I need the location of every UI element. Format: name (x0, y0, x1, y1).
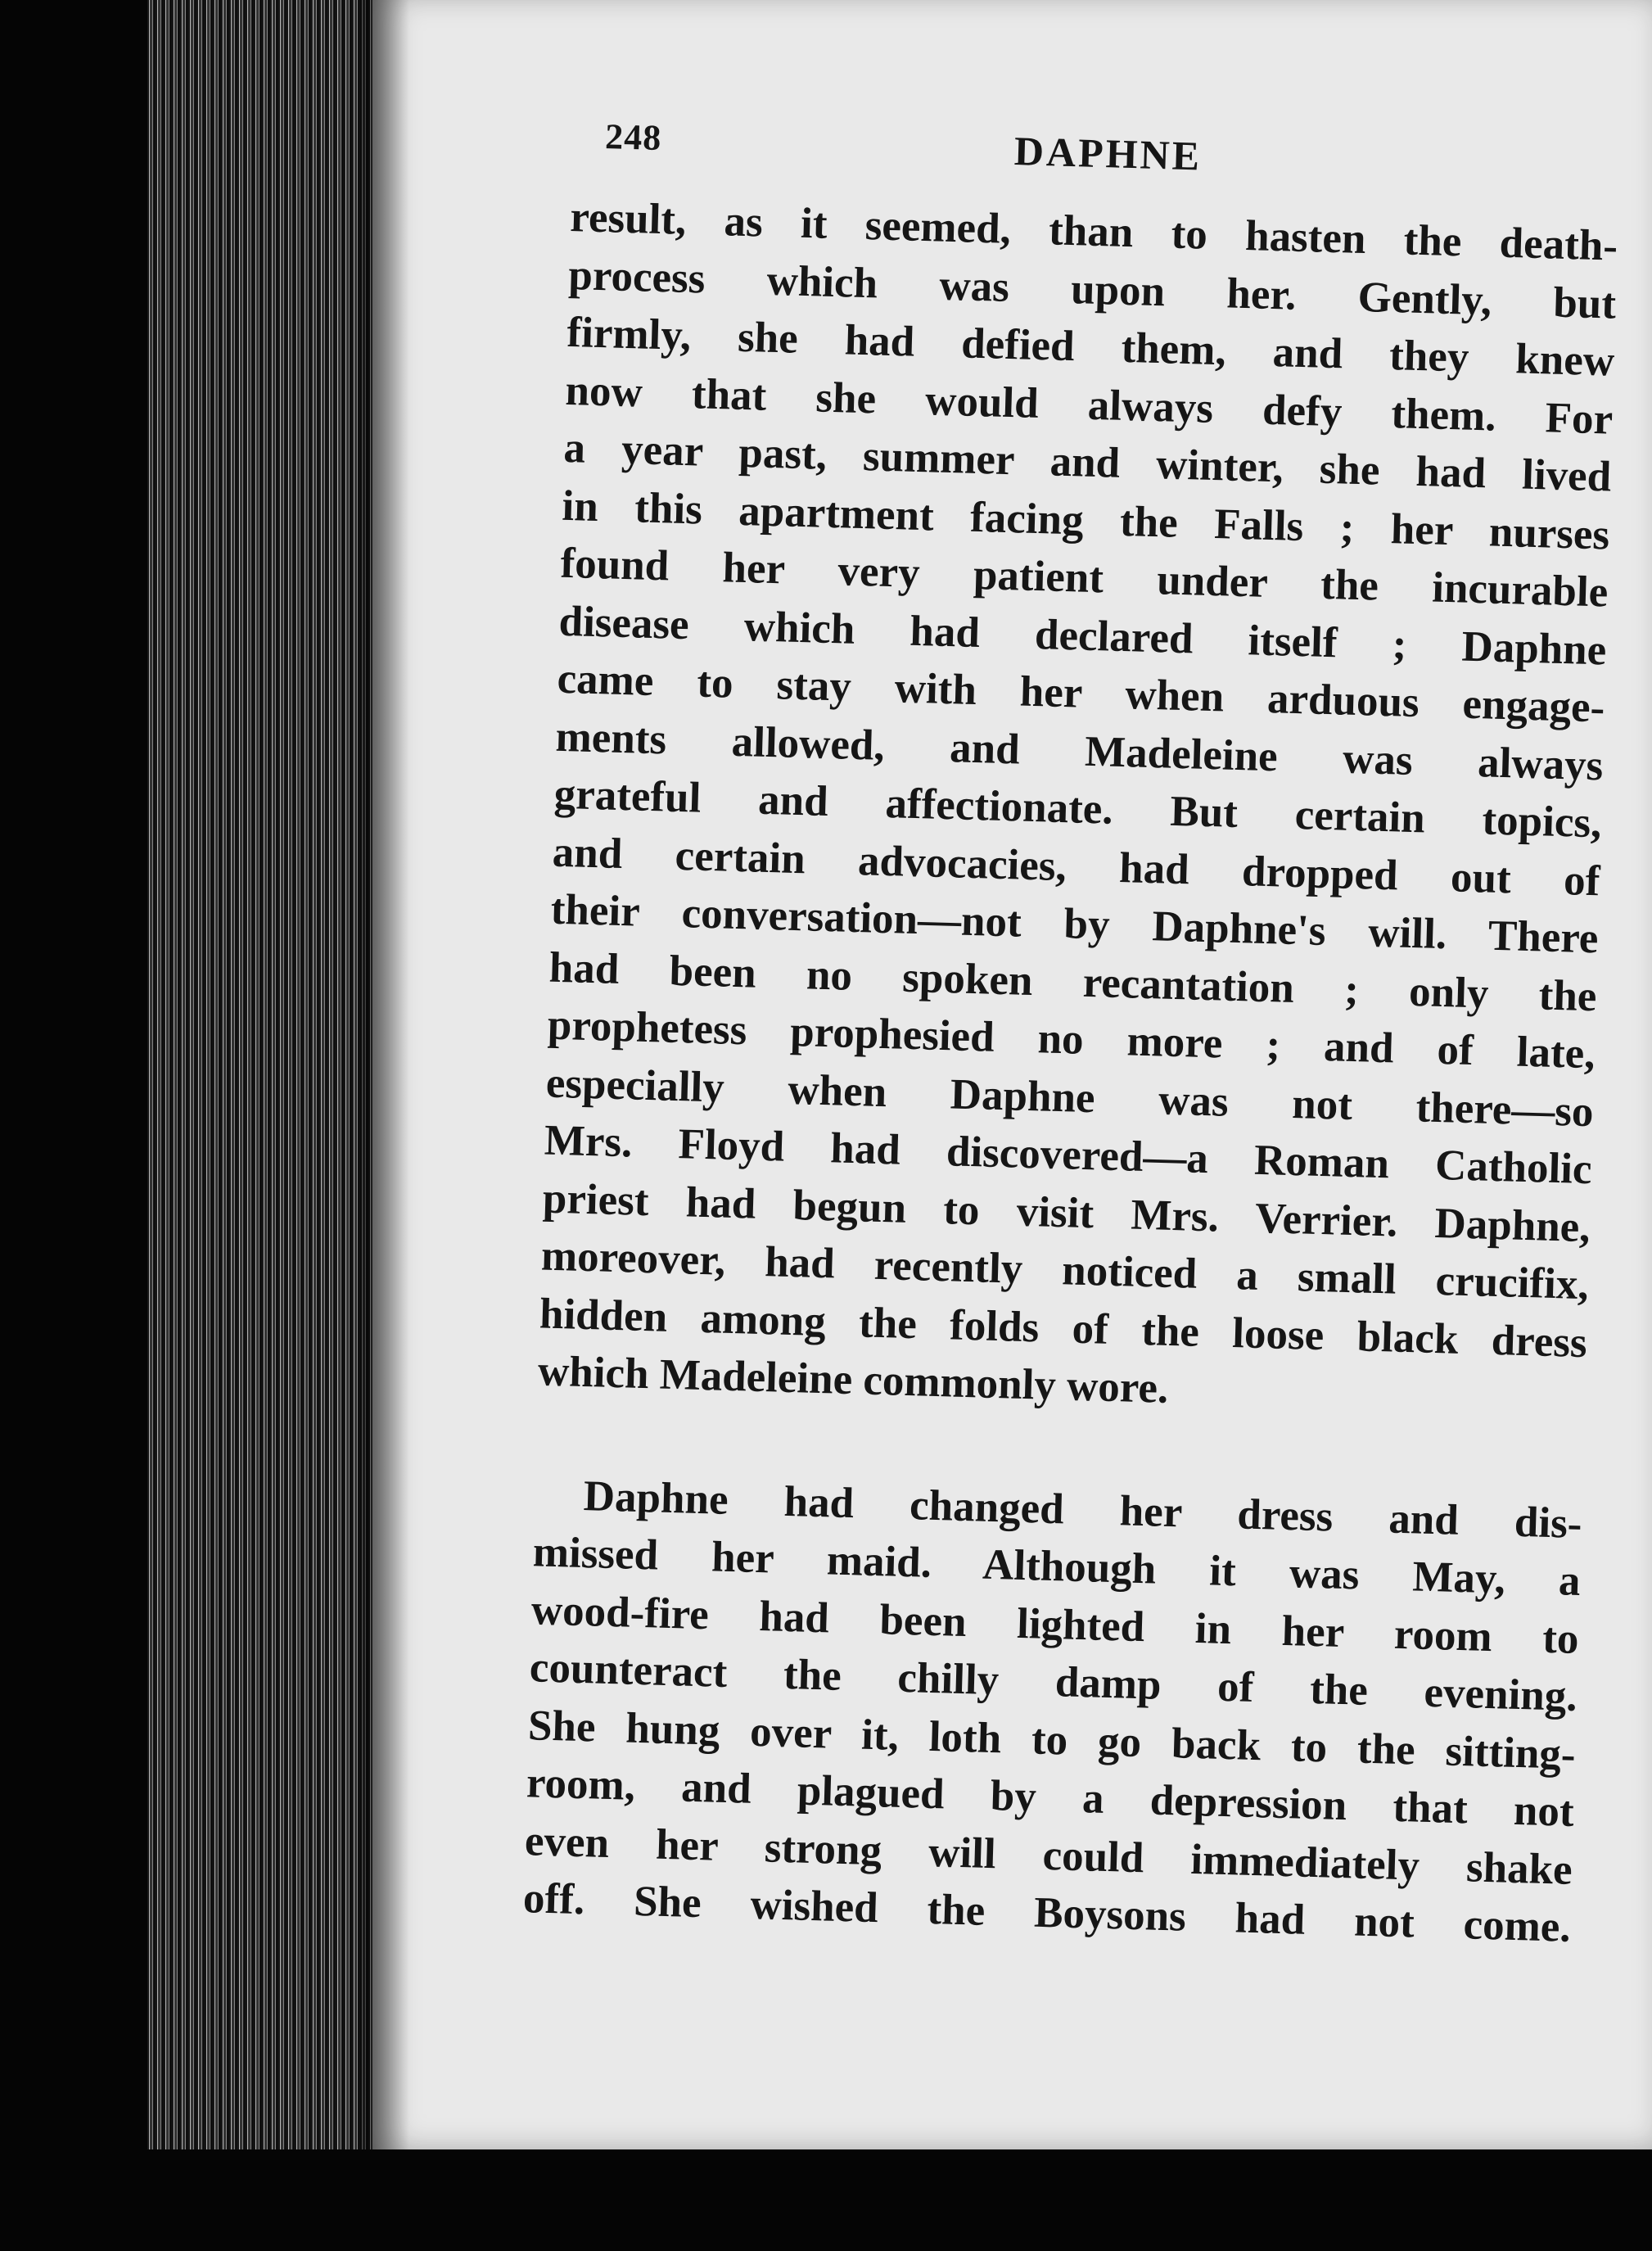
page-content (522, 115, 1620, 1956)
text-line: hidden among the folds of the loose black dress (539, 1289, 1588, 1367)
text-line: Mrs. Floyd had discovered—a Roman Catholic (544, 1116, 1593, 1194)
text-line: and certain advocacies, had dropped out of (552, 828, 1601, 905)
paragraph-2 (522, 1466, 1582, 1957)
text-line: had been no spoken recantation ; only the (548, 943, 1598, 1020)
text-line: off. She wished the Boysons had not come. (522, 1874, 1572, 1951)
text-line: Daphne had changed her dress and dis- (583, 1471, 1583, 1548)
text-line: their conversation—not by Daphne's will. There (550, 885, 1600, 963)
text-line: found her very patient under the incurable (559, 539, 1609, 617)
text-line: process which was upon her. Gently, but (567, 251, 1617, 328)
text-line: even her strong will could immediately shake (524, 1816, 1573, 1894)
scan-background (0, 2149, 1652, 2251)
text-line: moreover, had recently noticed a small crucifix, (540, 1232, 1590, 1309)
text-line: firmly, she had defied them, and they knew (566, 308, 1615, 386)
spine-shadow (360, 0, 409, 2251)
text-line: which Madeleine commonly wore. (537, 1347, 1170, 1413)
text-line: counteract the chilly damp of the evening. (529, 1643, 1578, 1720)
text-line: especially when Daphne was not there—so (545, 1059, 1595, 1136)
text-line: result, as it seemed, than to hasten the death- (569, 192, 1618, 270)
text-line: prophetess prophesied no more ; and of late, (547, 1001, 1596, 1078)
text-line: She hung over it, loth to go back to the sitting- (527, 1701, 1577, 1779)
text-line: ments allowed, and Madeleine was always (554, 712, 1605, 789)
page-number: 248 (604, 116, 662, 159)
paragraph-1 (537, 188, 1618, 1430)
text-line: a year past, summer and winter, she had lived (562, 423, 1612, 501)
text-line: missed her maid. Although it was May, a (532, 1528, 1582, 1606)
text-line: room, and plagued by a depression that not (526, 1759, 1575, 1836)
text-line: priest had begun to visit Mrs. Verrier. Daphne, (542, 1173, 1591, 1251)
text-line: disease which had declared itself ; Daphne (557, 597, 1608, 674)
text-line: wood-fire had been lighted in her room to (530, 1585, 1580, 1663)
text-line: grateful and affectionate. But certain topics, (553, 770, 1603, 848)
text-line: came to stay with her when arduous engage- (556, 654, 1606, 732)
page-title: DAPHNE (1013, 128, 1203, 179)
book-page-edges (147, 0, 393, 2251)
text-line: now that she would always defy them. For (564, 366, 1614, 444)
text-line: in this apartment facing the Falls ; her nurses (561, 481, 1610, 559)
